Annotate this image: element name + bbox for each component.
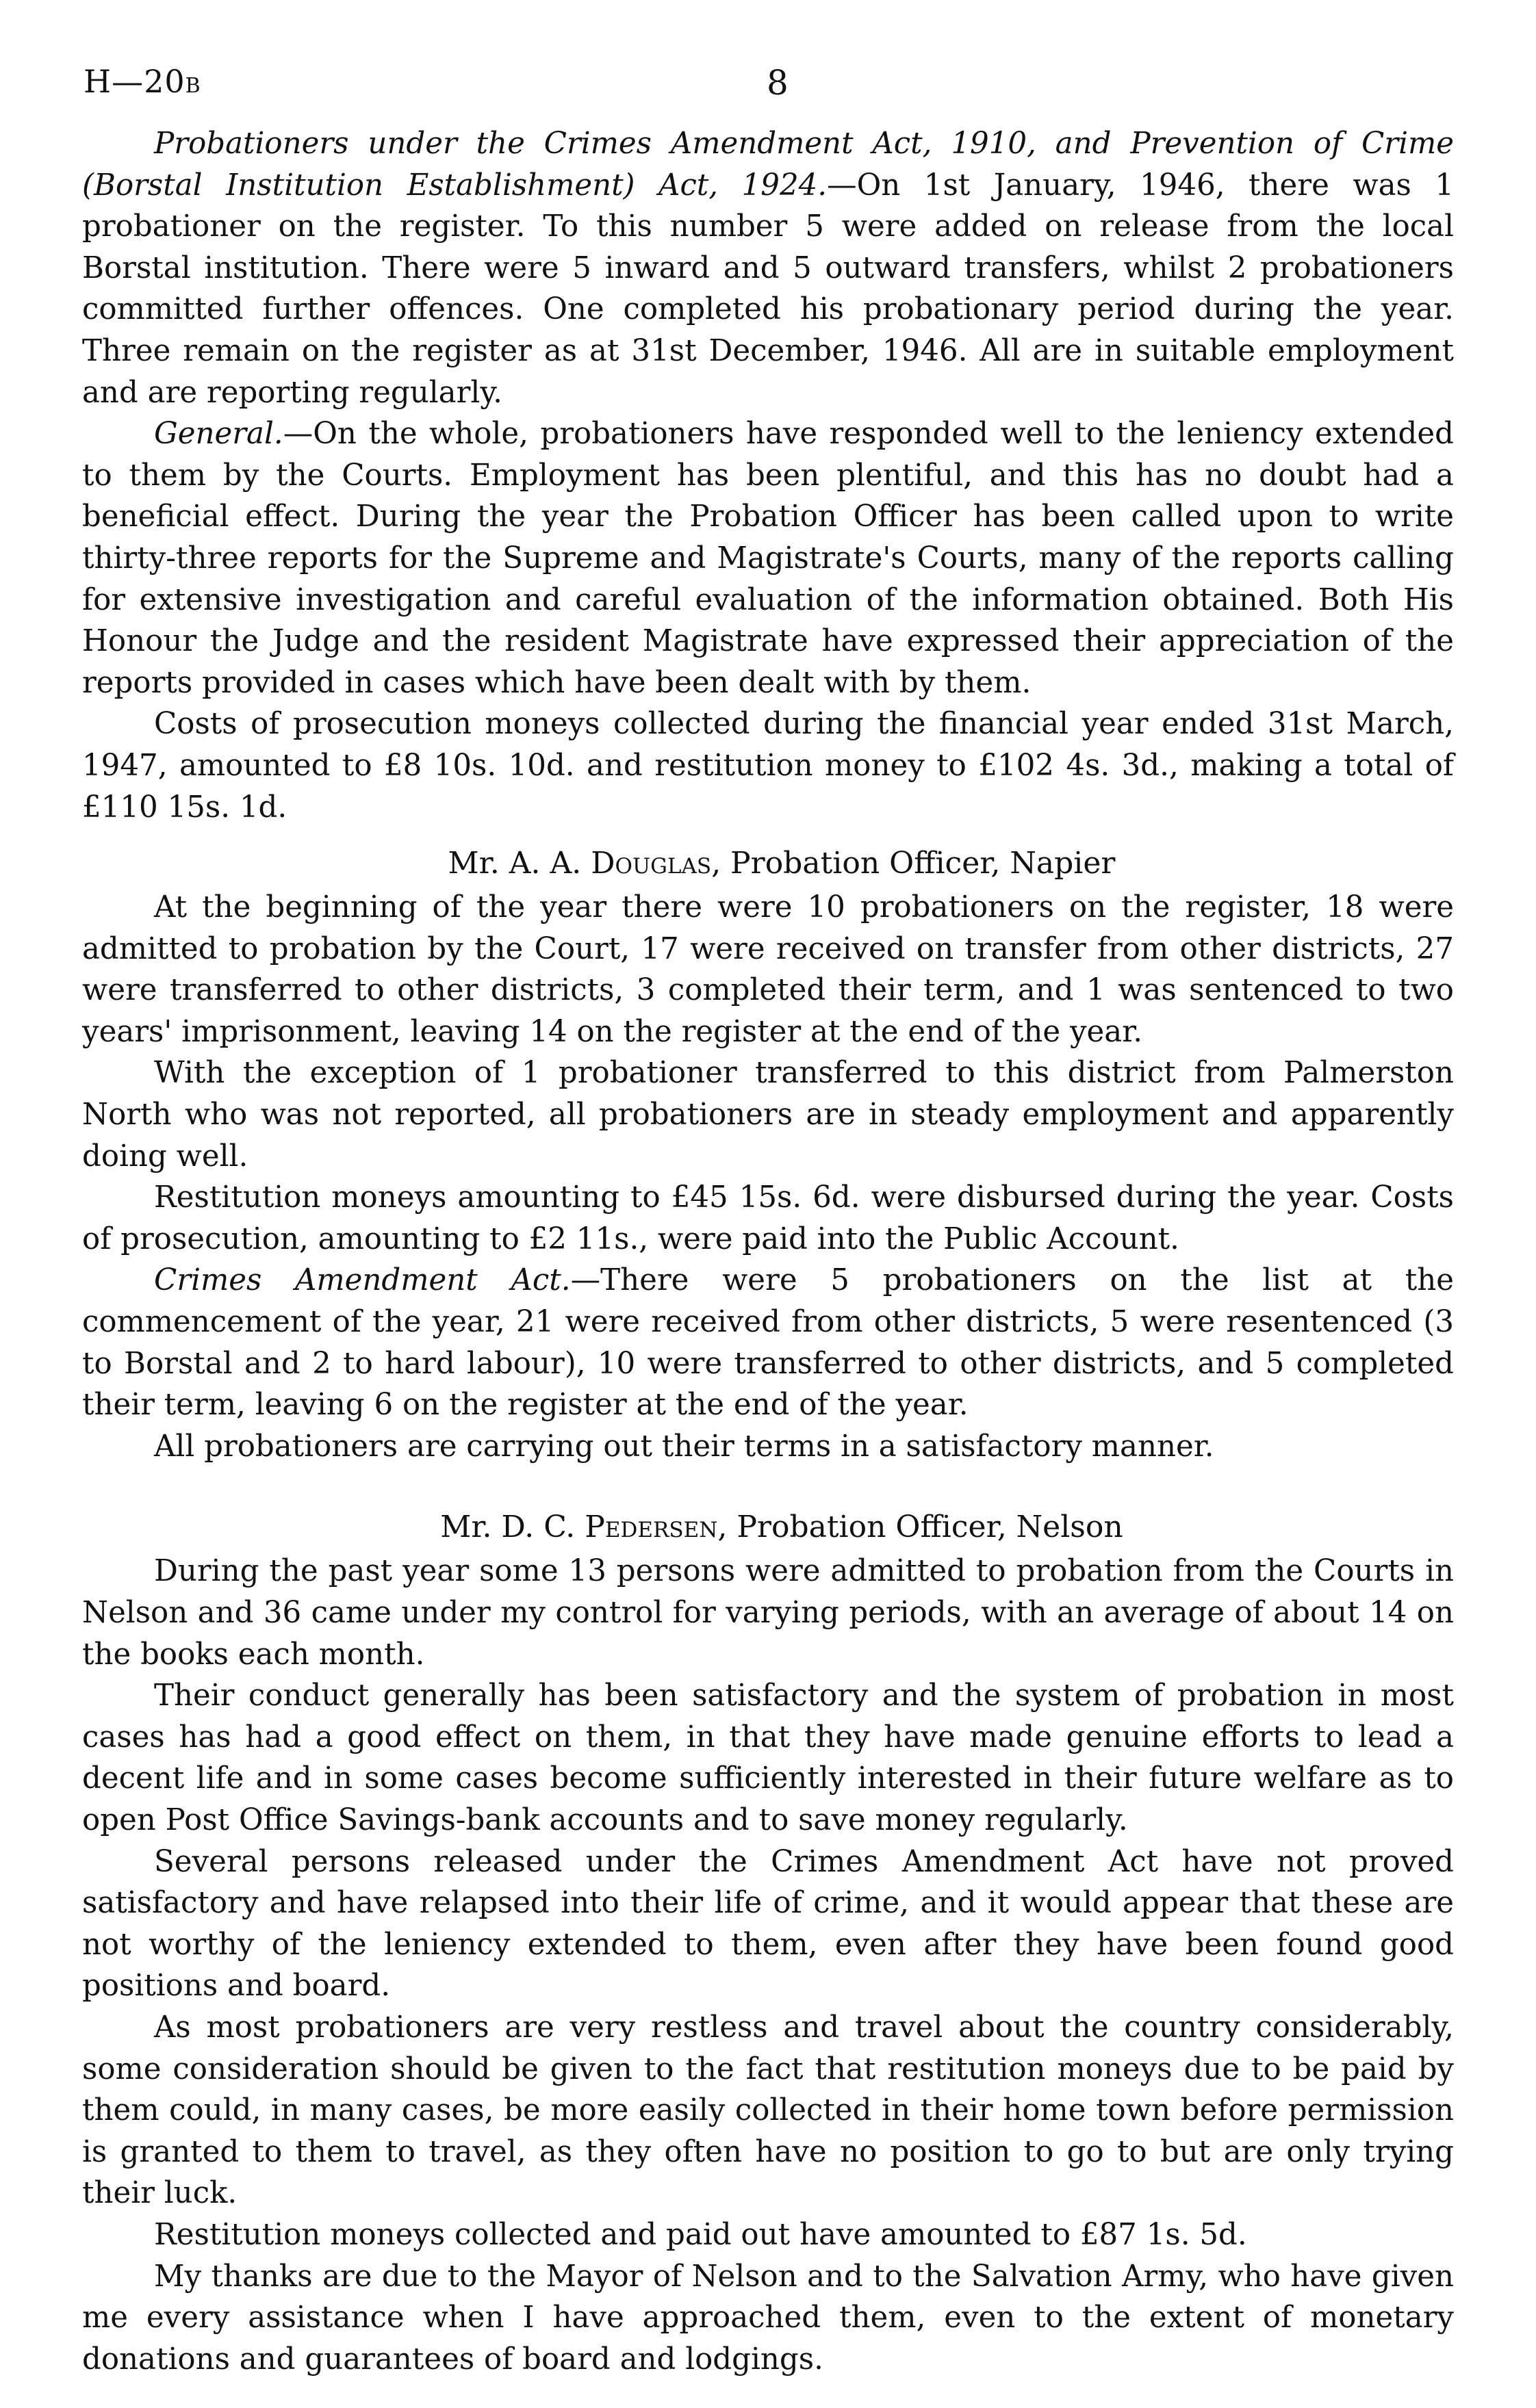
document-body	[82, 123, 1454, 2380]
document-reference-suffix: B	[185, 74, 201, 98]
heading-suffix: , Probation Officer, Napier	[711, 846, 1116, 881]
paragraph-text: —There were 5 probationers on the list at the commencement of the year, 21 were received from other districts, 5 were resentenced (3 to Borstal and 2 to hard labour), 10 were transferred to other districts, and 5 completed their term, leaving 6 on the register at the end of the year.	[82, 1263, 1454, 1423]
paragraph-napier-register: At the beginning of the year there were 10 probationers on the register, 18 were admitted to probation by the Court, 17 were received on transfer from other districts, 27 were transferred to other districts, 3 completed their term, and 1 was sentenced to two years' imprisonment, leaving 14 on the register at the end of the year.	[82, 890, 1454, 1049]
heading-prefix: Mr. D. C.	[440, 1510, 585, 1545]
heading-officer-name: Pedersen	[585, 1510, 718, 1545]
paragraph-nelson-relapses: Several persons released under the Crimes Amendment Act have not proved satisfactory and have relapsed into their life of crime, and it would appear that these are not worthy of the leniency extended to them, even after they have been found good positions and board.	[82, 1844, 1454, 2004]
paragraph-napier-crimes-act	[82, 1260, 1454, 1425]
paragraph-costs: Costs of prosecution moneys collected during the financial year ended 31st March, 1947, amounted to £8 10s. 10d. and restitution money to £102 4s. 3d., making a total of £110 15s. 1d.	[82, 707, 1454, 825]
paragraph-nelson-thanks: My thanks are due to the Mayor of Nelson and to the Salvation Army, who have given me every assistance when I have approached them, even to the extent of monetary donations and guarantees of board and lodgings.	[82, 2259, 1454, 2377]
paragraph-napier-conduct: All probationers are carrying out their terms in a satisfactory manner.	[154, 1429, 1214, 1464]
paragraph-nelson-travel: As most probationers are very restless and travel about the country considerably, some consideration should be given to the fact that restitution moneys due to be paid by them could, in many cases, be more easily collected in their home town before permission is granted to them to travel, as they often have no position to go to but are only trying their luck.	[82, 2010, 1454, 2211]
paragraph-probationers-summary	[82, 123, 1454, 413]
heading-prefix: Mr. A. A.	[448, 846, 591, 881]
document-reference-main: H—20	[84, 63, 185, 100]
paragraph-run-in-heading: Probationers under the Crimes Amendment Act, 1910, and Prevention of Crime (Borstal Institution Establishment) Act, 1924.	[82, 127, 1454, 203]
section-heading-nelson	[82, 1507, 1454, 1548]
page-header	[82, 48, 1454, 123]
paragraph-text: —On 1st January, 1946, there was 1 probationer on the register. To this number 5 were added on release from the local Borstal institution. There were 5 inward and 5 outward transfers, whilst 2 probationers committed further offences. One completed his probationary period during the year. Three remain on the register as at 31st December, 1946. All are in suitable employment and are reporting regularly.	[82, 168, 1454, 410]
page-number: 8	[767, 63, 789, 103]
paragraph-run-in-heading: Crimes Amendment Act.	[154, 1263, 571, 1298]
document-reference	[84, 63, 201, 100]
paragraph-nelson-admissions: During the past year some 13 persons were admitted to probation from the Courts in Nelson and 36 came under my control for varying periods, with an average of about 14 on the books each month.	[82, 1554, 1454, 1672]
paragraph-nelson-restitution: Restitution moneys collected and paid out have amounted to £87 1s. 5d.	[154, 2217, 1247, 2252]
paragraph-napier-restitution: Restitution moneys amounting to £45 15s. 6d. were disbursed during the year. Costs of prosecution, amounting to £2 11s., were paid into the Public Account.	[82, 1180, 1454, 1256]
paragraph-general	[82, 413, 1454, 703]
paragraph-napier-employment: With the exception of 1 probationer transferred to this district from Palmerston North who was not reported, all probationers are in steady employment and apparently doing well.	[82, 1056, 1454, 1174]
heading-suffix: , Probation Officer, Nelson	[717, 1510, 1123, 1545]
section-heading-napier	[82, 843, 1454, 884]
paragraph-text: —On the whole, probationers have responded well to the leniency extended to them by the Courts. Employment has been plentiful, and this has no doubt had a beneficial effect. During the year the Probation Officer has been called upon to write thirty-three reports for the Supreme and Magistrate's Courts, many of the reports calling for extensive investigation and careful evaluation of the information obtained. Both His Honour the Judge and the resident Magistrate have expressed their appreciation of the reports provided in cases which have been dealt with by them.	[82, 417, 1454, 700]
paragraph-nelson-conduct: Their conduct generally has been satisfactory and the system of probation in most cases has had a good effect on them, in that they have made genuine efforts to lead a decent life and in some cases become sufficiently interested in their future welfare as to open Post Office Savings-bank accounts and to save money regularly.	[82, 1679, 1454, 1837]
heading-officer-name: Douglas	[591, 846, 712, 881]
paragraph-run-in-heading: General.	[154, 417, 283, 452]
